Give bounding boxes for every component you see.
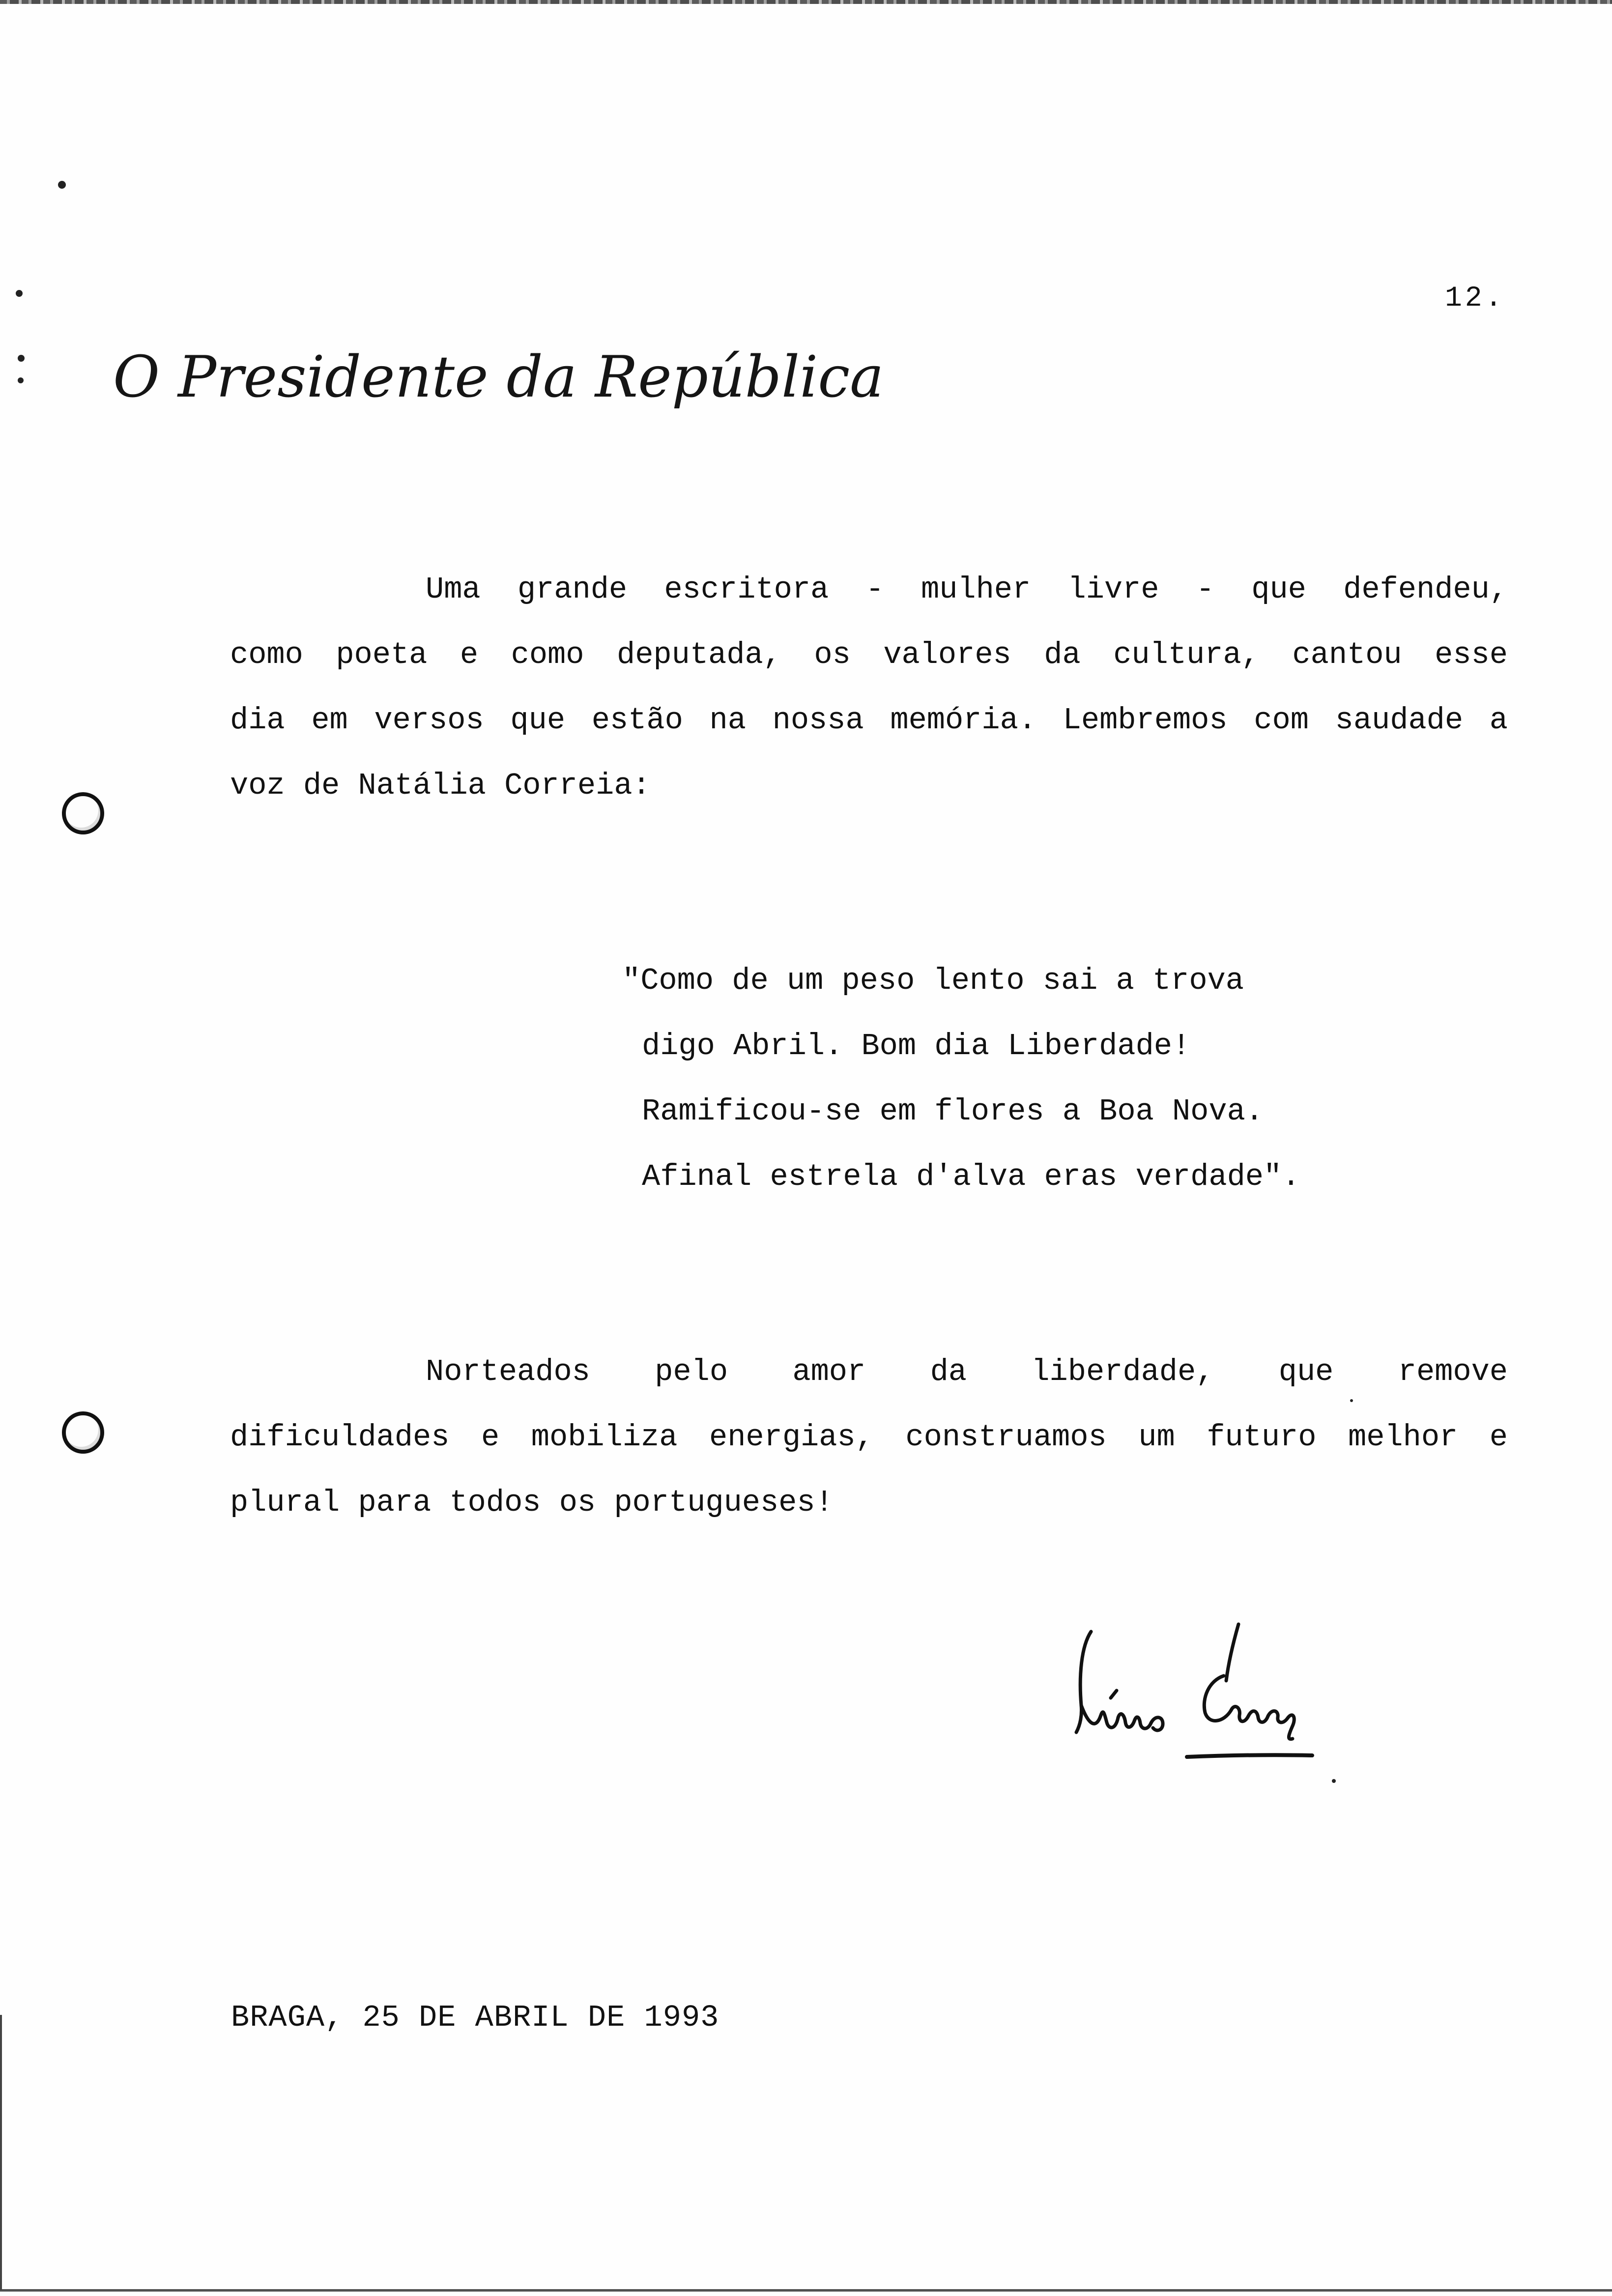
poem-line: Afinal estrela d'alva eras verdade". [642, 1159, 1300, 1194]
paragraph-line: dia em versos que estão na nossa memória. Lembremos com saudade a [230, 703, 1508, 738]
paragraph-line: Norteados pelo amor da liberdade, que remove [426, 1354, 1508, 1389]
handwritten-signature [1062, 1612, 1366, 1789]
paragraph-line: dificuldades e mobiliza energias, construamos um futuro melhor e [230, 1420, 1508, 1455]
scan-edge-bottom [0, 2289, 1612, 2292]
poem-line: Ramificou-se em flores a Boa Nova. [642, 1094, 1264, 1129]
letterhead-text: O Presidente da República [113, 344, 884, 410]
poem-line: "Como de um peso lento sai a trova [622, 963, 1244, 998]
paragraph-line: plural para todos os portugueses! [230, 1485, 834, 1520]
scan-speck [58, 181, 66, 189]
poem-line: digo Abril. Bom dia Liberdade! [642, 1029, 1191, 1063]
dateline: BRAGA, 25 DE ABRIL DE 1993 [231, 2000, 720, 2035]
paragraph-line: Uma grande escritora - mulher livre - que defendeu, [426, 572, 1508, 607]
poem-quote [622, 948, 1300, 1209]
scan-edge-top [0, 0, 1612, 4]
scan-speck [18, 377, 24, 383]
scan-edge-left [0, 2015, 2, 2290]
page-number: 12. [1445, 283, 1505, 315]
paragraph-1 [230, 557, 1508, 818]
paragraph-2 [230, 1339, 1508, 1535]
letterhead [113, 344, 884, 428]
binder-hole [62, 792, 104, 834]
scan-speck [18, 355, 25, 362]
scan-speck [16, 290, 23, 297]
binder-hole [62, 1411, 104, 1454]
paragraph-line: como poeta e como deputada, os valores da cultura, cantou esse [230, 637, 1508, 672]
paragraph-line: voz de Natália Correia: [230, 768, 651, 803]
